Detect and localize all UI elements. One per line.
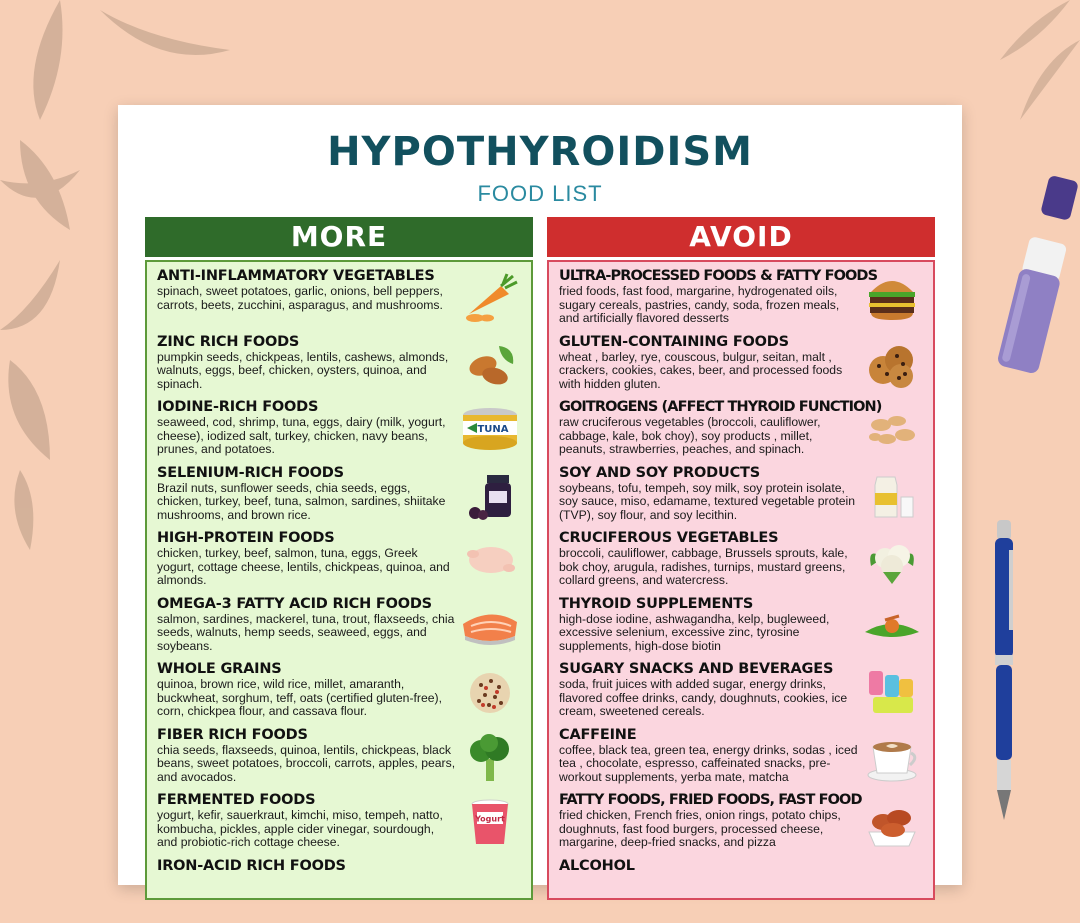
item-title: GLUTEN-CONTAINING FOODS — [559, 334, 859, 351]
item-title: IODINE-RICH FOODS — [157, 399, 457, 416]
list-item — [559, 268, 925, 334]
item-title: SELENIUM-RICH FOODS — [157, 465, 457, 482]
list-item — [157, 858, 523, 923]
item-title: ULTRA-PROCESSED FOODS & FATTY FOODS — [559, 268, 859, 285]
list-item — [157, 268, 523, 334]
item-title: THYROID SUPPLEMENTS — [559, 596, 859, 613]
soy-milk-icon — [863, 471, 921, 521]
fried-wings-icon — [863, 798, 921, 848]
item-desc: broccoli, cauliflower, cabbage, Brussels sprouts, kale, bok choy, arugula, radishes, turnips, mustard greens, collard greens, and watercress. — [559, 547, 859, 588]
item-title: ALCOHOL — [559, 858, 859, 875]
item-title: CAFFEINE — [559, 727, 859, 744]
item-title: OMEGA-3 FATTY ACID RICH FOODS — [157, 596, 457, 613]
almonds-icon — [461, 340, 519, 390]
item-title: FERMENTED FOODS — [157, 792, 457, 809]
avoid-heading: AVOID — [547, 217, 935, 257]
list-item — [559, 399, 925, 465]
list-item — [559, 530, 925, 596]
yogurt-icon — [461, 798, 519, 848]
salmon-icon — [461, 602, 519, 652]
list-item — [157, 399, 523, 465]
item-title: HIGH-PROTEIN FOODS — [157, 530, 457, 547]
item-desc: pumpkin seeds, chickpeas, lentils, cashews, almonds, walnuts, eggs, beef, chicken, oysters, quinoa, and spinach. — [157, 351, 457, 392]
item-desc: raw cruciferous vegetables (broccoli, cauliflower, cabbage, kale, bok choy), soy products , millet, peanuts, strawberries, peaches, and spinach. — [559, 416, 859, 457]
item-desc: Brazil nuts, sunflower seeds, chia seeds, eggs, chicken, turkey, beef, tuna, salmon, sardines, shiitake mushrooms, and brown rice. — [157, 482, 457, 523]
fountain-pen-icon — [985, 520, 1025, 830]
item-desc: soybeans, tofu, tempeh, soy milk, soy protein isolate, soy sauce, miso, edamame, textured vegetable protein (TVP), soy flour, and soy lecithin. — [559, 482, 859, 523]
item-desc: coffee, black tea, green tea, energy drinks, sodas , iced tea , chocolate, espresso, caffeinated snacks, pre-workout supplements, yerba mate, matcha — [559, 744, 859, 785]
list-item — [559, 792, 925, 858]
grains-icon — [461, 667, 519, 717]
cookies-icon — [863, 340, 921, 390]
item-title: ANTI-INFLAMMATORY VEGETABLES — [157, 268, 457, 285]
more-column — [145, 217, 533, 897]
item-desc: wheat , barley, rye, couscous, bulgur, seitan, malt , crackers, cookies, cakes, beer, and processed foods with hidden gluten. — [559, 351, 859, 392]
cauliflower-icon — [863, 536, 921, 586]
item-desc: spinach, sweet potatoes, garlic, onions, bell peppers, carrots, beets, zucchini, asparagus, and mushrooms. — [157, 285, 457, 312]
list-item — [157, 530, 523, 596]
page-title: HYPOTHYROIDISM — [118, 129, 962, 175]
broccoli-icon — [461, 733, 519, 783]
item-desc: fried foods, fast food, margarine, hydrogenated oils, sugary cereals, pastries, candy, soda, frozen meals, and artificially flavored desserts — [559, 285, 859, 326]
list-item — [157, 465, 523, 531]
chicken-icon — [461, 536, 519, 586]
list-item — [559, 661, 925, 727]
coffee-cup-icon — [863, 733, 921, 783]
list-item — [559, 596, 925, 662]
list-item — [157, 334, 523, 400]
item-title: WHOLE GRAINS — [157, 661, 457, 678]
item-desc: high-dose iodine, ashwagandha, kelp, bugleweed, excessive selenium, excessive zinc, tyrosine supplements, high-dose biotin — [559, 613, 859, 654]
list-item — [559, 334, 925, 400]
item-title: FIBER RICH FOODS — [157, 727, 457, 744]
more-panel — [145, 260, 533, 900]
list-item — [157, 596, 523, 662]
item-title: SUGARY SNACKS AND BEVERAGES — [559, 661, 859, 678]
item-title: CRUCIFEROUS VEGETABLES — [559, 530, 859, 547]
leaf-shadow-right-icon — [960, 0, 1080, 130]
list-item — [559, 465, 925, 531]
item-title: SOY AND SOY PRODUCTS — [559, 465, 859, 482]
avoid-panel — [547, 260, 935, 900]
burger-icon — [863, 274, 921, 324]
herbs-icon — [863, 602, 921, 652]
item-desc: quinoa, brown rice, wild rice, millet, amaranth, buckwheat, sorghum, teff, oats (certified gluten-free), corn, chickpea flour, and cassava flour. — [157, 678, 457, 719]
carrot-icon — [461, 274, 519, 324]
list-item — [157, 792, 523, 858]
page-subtitle: FOOD LIST — [118, 181, 962, 207]
item-desc: seaweed, cod, shrimp, tuna, eggs, dairy (milk, yogurt, cheese), iodized salt, turkey, chicken, navy beans, prunes, and potatoes. — [157, 416, 457, 457]
avoid-column — [547, 217, 935, 897]
item-desc: fried chicken, French fries, onion rings, potato chips, doughnuts, fast food burgers, processed cheese, margarine, deep-fried snacks, and pizza — [559, 809, 859, 850]
list-item — [157, 661, 523, 727]
list-item — [559, 727, 925, 793]
yogurt-label: Yogurt — [474, 815, 505, 824]
tuna-can-icon — [461, 405, 519, 455]
tuna-label: TUNA — [477, 424, 508, 435]
item-title: FATTY FOODS, FRIED FOODS, FAST FOOD — [559, 792, 859, 809]
item-desc: yogurt, kefir, sauerkraut, kimchi, miso, tempeh, natto, kombucha, pickles, apple cider vinegar, sourdough, and probiotic-rich cottage cheese. — [157, 809, 457, 850]
peanuts-icon — [863, 405, 921, 455]
soda-cans-icon — [863, 667, 921, 717]
item-title: ZINC RICH FOODS — [157, 334, 457, 351]
item-title: IRON-ACID RICH FOODS — [157, 858, 457, 875]
more-heading: MORE — [145, 217, 533, 257]
food-list-sheet — [118, 105, 962, 885]
item-desc: soda, fruit juices with added sugar, energy drinks, flavored coffee drinks, candy, doughnuts, cookies, ice cream, sweetened cereals. — [559, 678, 859, 719]
list-item — [157, 727, 523, 793]
item-desc: chia seeds, flaxseeds, quinoa, lentils, chickpeas, black beans, sweet potatoes, broccoli, carrots, apples, pears, and avocados. — [157, 744, 457, 785]
item-desc: chicken, turkey, beef, salmon, tuna, eggs, Greek yogurt, cottage cheese, lentils, chickpeas, quinoa, and almonds. — [157, 547, 457, 588]
list-item — [559, 858, 925, 923]
prunes-jar-icon — [461, 471, 519, 521]
glue-stick-icon — [985, 165, 1075, 380]
item-desc: salmon, sardines, mackerel, tuna, trout, flaxseeds, chia seeds, walnuts, hemp seeds, seaweed, eggs, and soybeans. — [157, 613, 457, 654]
item-title: GOITROGENS (AFFECT THYROID FUNCTION) — [559, 399, 859, 416]
